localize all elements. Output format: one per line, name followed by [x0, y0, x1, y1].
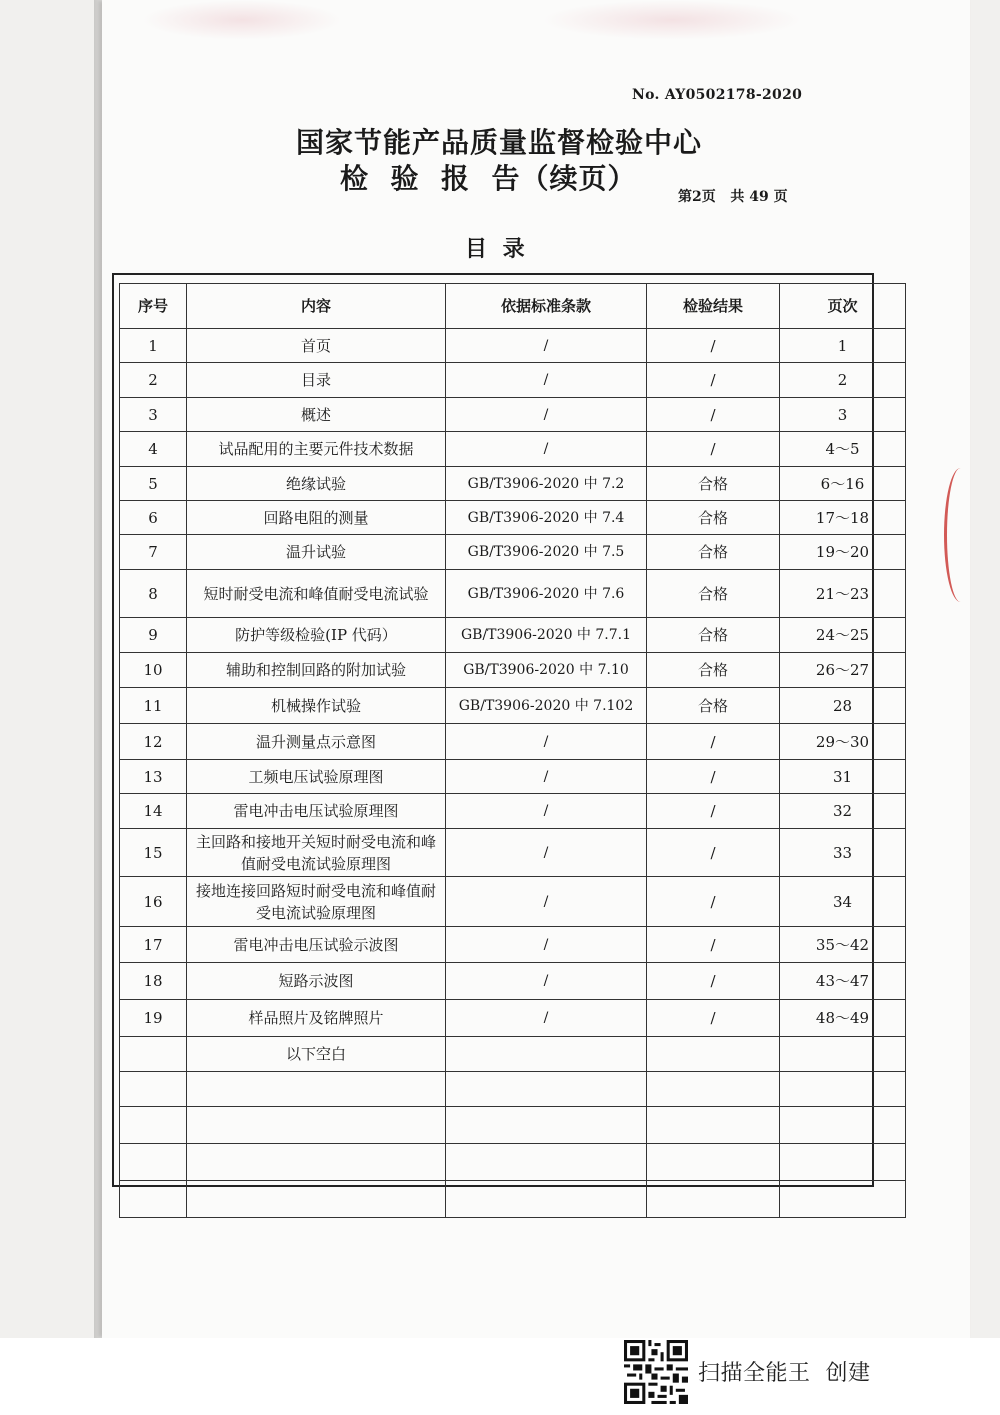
header-basis: 依据标准条款	[446, 284, 647, 329]
cell-content: 温升测量点示意图	[187, 724, 446, 760]
cell-no: 6	[120, 501, 187, 535]
cell-no: 14	[120, 794, 187, 829]
table-header-row	[120, 284, 906, 329]
cell-basis: GB/T3906-2020 中 7.5	[446, 535, 647, 570]
cell-basis: /	[446, 760, 647, 794]
cell-basis: /	[446, 963, 647, 1000]
cell-basis: /	[446, 877, 647, 927]
cell-page: 17～18	[780, 501, 906, 535]
cell-no: 13	[120, 760, 187, 794]
cell-basis	[446, 1107, 647, 1144]
table-row	[120, 1181, 906, 1218]
cell-content: 短时耐受电流和峰值耐受电流试验	[187, 570, 446, 618]
table-row	[120, 653, 906, 688]
red-seal	[944, 468, 977, 602]
cell-no: 5	[120, 467, 187, 501]
cell-no: 17	[120, 927, 187, 963]
cell-basis	[446, 1037, 647, 1072]
cell-result: /	[647, 432, 780, 467]
cell-page	[780, 1144, 906, 1181]
report-number: No. AY0502178-2020	[632, 87, 803, 103]
table-row	[120, 963, 906, 1000]
cell-result: /	[647, 794, 780, 829]
cell-no: 16	[120, 877, 187, 927]
page-count: 第2页 共 49 页	[678, 189, 788, 205]
page-title: 国家节能产品质量监督检验中心	[296, 126, 703, 159]
header-result: 检验结果	[647, 284, 780, 329]
cell-page	[780, 1037, 906, 1072]
cell-no: 12	[120, 724, 187, 760]
cell-result: /	[647, 829, 780, 877]
cell-page: 21～23	[780, 570, 906, 618]
cell-result	[647, 1072, 780, 1107]
binding-edge	[94, 0, 102, 1338]
cell-page: 32	[780, 794, 906, 829]
cell-basis: /	[446, 927, 647, 963]
table-row	[120, 467, 906, 501]
cell-no	[120, 1181, 187, 1218]
cell-content: 概述	[187, 398, 446, 432]
cell-page: 2	[780, 363, 906, 398]
toc-heading: 目 录	[465, 236, 529, 262]
header-page: 页次	[780, 284, 906, 329]
cell-page	[780, 1072, 906, 1107]
table-row	[120, 794, 906, 829]
cell-result: /	[647, 877, 780, 927]
cell-content: 雷电冲击电压试验示波图	[187, 927, 446, 963]
cell-content: 温升试验	[187, 535, 446, 570]
cell-content	[187, 1072, 446, 1107]
cell-result: /	[647, 1000, 780, 1037]
cell-no: 18	[120, 963, 187, 1000]
table-row	[120, 535, 906, 570]
cell-basis: GB/T3906-2020 中 7.6	[446, 570, 647, 618]
cell-basis: GB/T3906-2020 中 7.102	[446, 688, 647, 724]
cell-no	[120, 1037, 187, 1072]
cell-content: 辅助和控制回路的附加试验	[187, 653, 446, 688]
cell-no: 11	[120, 688, 187, 724]
paper-texture	[142, 0, 342, 40]
cell-result: 合格	[647, 501, 780, 535]
cell-content	[187, 1107, 446, 1144]
cell-no: 4	[120, 432, 187, 467]
cell-result: /	[647, 398, 780, 432]
cell-content: 试品配用的主要元件技术数据	[187, 432, 446, 467]
cell-result: /	[647, 363, 780, 398]
cell-page: 1	[780, 329, 906, 363]
cell-page: 24～25	[780, 618, 906, 653]
cell-page: 29～30	[780, 724, 906, 760]
table-row	[120, 329, 906, 363]
cell-content: 主回路和接地开关短时耐受电流和峰值耐受电流试验原理图	[187, 829, 446, 877]
cell-page: 43～47	[780, 963, 906, 1000]
cell-no: 9	[120, 618, 187, 653]
cell-result: 合格	[647, 653, 780, 688]
table-row	[120, 501, 906, 535]
cell-result: 合格	[647, 535, 780, 570]
cell-content	[187, 1181, 446, 1218]
cell-no	[120, 1072, 187, 1107]
cell-page: 28	[780, 688, 906, 724]
qr-code-icon	[624, 1340, 688, 1404]
cell-page: 26～27	[780, 653, 906, 688]
table-row	[120, 1072, 906, 1107]
cell-content: 接地连接回路短时耐受电流和峰值耐受电流试验原理图	[187, 877, 446, 927]
table-row	[120, 829, 906, 877]
cell-page: 3	[780, 398, 906, 432]
cell-page: 31	[780, 760, 906, 794]
table-row	[120, 398, 906, 432]
cell-content: 短路示波图	[187, 963, 446, 1000]
table-row	[120, 927, 906, 963]
cell-page	[780, 1181, 906, 1218]
cell-content: 机械操作试验	[187, 688, 446, 724]
cell-page: 19～20	[780, 535, 906, 570]
cell-content: 雷电冲击电压试验原理图	[187, 794, 446, 829]
cell-page: 6～16	[780, 467, 906, 501]
cell-basis: /	[446, 432, 647, 467]
scanner-label: 扫描全能王 创建	[698, 1361, 871, 1386]
table-row	[120, 570, 906, 618]
cell-basis: /	[446, 363, 647, 398]
cell-no	[120, 1144, 187, 1181]
cell-result: 合格	[647, 618, 780, 653]
cell-result	[647, 1037, 780, 1072]
paper-texture	[542, 0, 802, 40]
cell-result	[647, 1144, 780, 1181]
table-row	[120, 877, 906, 927]
cell-no: 1	[120, 329, 187, 363]
cell-result: 合格	[647, 688, 780, 724]
cell-page: 35～42	[780, 927, 906, 963]
cell-basis: /	[446, 398, 647, 432]
cell-content	[187, 1144, 446, 1181]
cell-content: 目录	[187, 363, 446, 398]
cell-basis: /	[446, 829, 647, 877]
cell-no: 7	[120, 535, 187, 570]
cell-no: 15	[120, 829, 187, 877]
cell-no: 3	[120, 398, 187, 432]
toc-table-body	[120, 329, 906, 1218]
cell-no: 19	[120, 1000, 187, 1037]
cell-basis	[446, 1181, 647, 1218]
table-row	[120, 760, 906, 794]
header-no: 序号	[120, 284, 187, 329]
cell-basis: /	[446, 794, 647, 829]
cell-result: /	[647, 927, 780, 963]
table-row	[120, 432, 906, 467]
cell-content: 工频电压试验原理图	[187, 760, 446, 794]
table-row	[120, 724, 906, 760]
table-row	[120, 618, 906, 653]
cell-page: 4～5	[780, 432, 906, 467]
cell-no: 2	[120, 363, 187, 398]
table-row	[120, 363, 906, 398]
cell-content: 回路电阻的测量	[187, 501, 446, 535]
cell-result: /	[647, 329, 780, 363]
table-row	[120, 1107, 906, 1144]
cell-basis	[446, 1144, 647, 1181]
cell-no: 10	[120, 653, 187, 688]
cell-basis: GB/T3906-2020 中 7.7.1	[446, 618, 647, 653]
cell-content: 样品照片及铭牌照片	[187, 1000, 446, 1037]
cell-basis: /	[446, 724, 647, 760]
cell-page	[780, 1107, 906, 1144]
cell-basis: GB/T3906-2020 中 7.4	[446, 501, 647, 535]
cell-basis: GB/T3906-2020 中 7.10	[446, 653, 647, 688]
cell-result	[647, 1181, 780, 1218]
cell-content: 以下空白	[187, 1037, 446, 1072]
table-row	[120, 1144, 906, 1181]
cell-result: 合格	[647, 467, 780, 501]
cell-basis: /	[446, 1000, 647, 1037]
cell-content: 首页	[187, 329, 446, 363]
table-row	[120, 1037, 906, 1072]
cell-result: /	[647, 724, 780, 760]
cell-page: 34	[780, 877, 906, 927]
cell-basis	[446, 1072, 647, 1107]
cell-result: /	[647, 760, 780, 794]
cell-page: 33	[780, 829, 906, 877]
cell-result: /	[647, 963, 780, 1000]
toc-table-frame	[112, 273, 874, 1187]
cell-content: 防护等级检验(IP 代码）	[187, 618, 446, 653]
table-row	[120, 688, 906, 724]
cell-content: 绝缘试验	[187, 467, 446, 501]
table-row	[120, 1000, 906, 1037]
cell-no: 8	[120, 570, 187, 618]
cell-result	[647, 1107, 780, 1144]
page-subtitle: 检 验 报 告（续页）	[340, 162, 637, 195]
toc-table	[119, 283, 906, 1218]
cell-basis: /	[446, 329, 647, 363]
cell-no	[120, 1107, 187, 1144]
header-content: 内容	[187, 284, 446, 329]
cell-basis: GB/T3906-2020 中 7.2	[446, 467, 647, 501]
cell-result: 合格	[647, 570, 780, 618]
cell-page: 48～49	[780, 1000, 906, 1037]
